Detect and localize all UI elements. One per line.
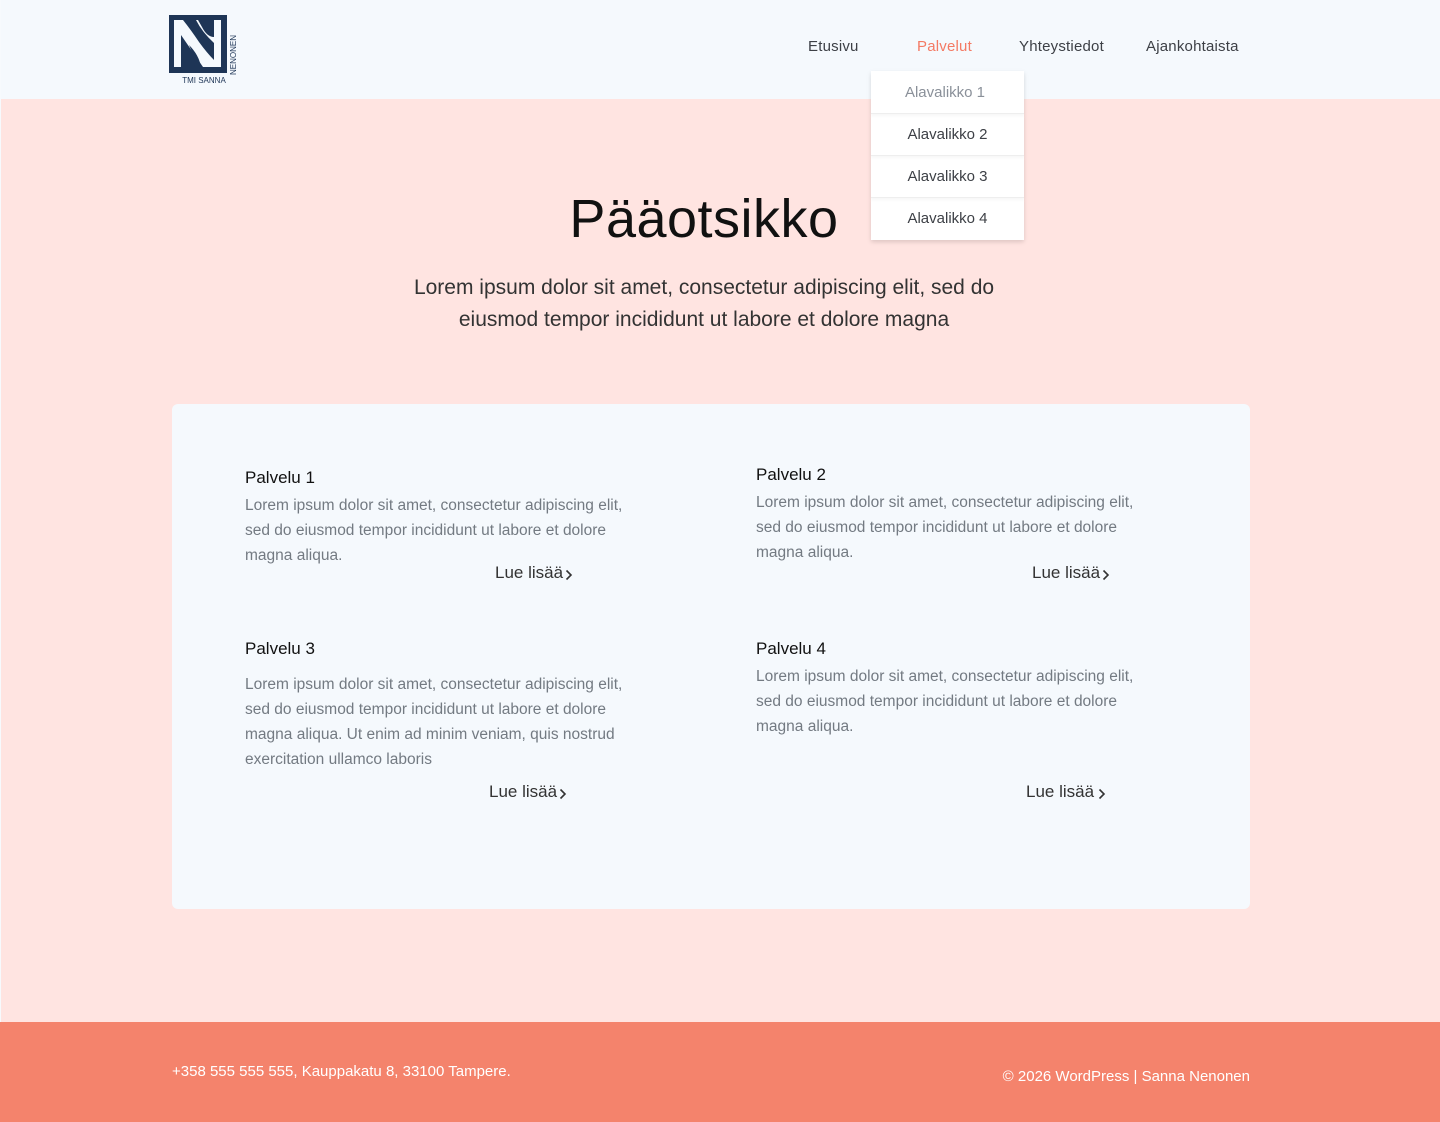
dropdown-item-alavalikko-1[interactable]: Alavalikko 1 [871,71,1024,114]
chevron-right-icon [559,788,567,800]
read-more-link-3[interactable] [489,782,567,802]
hero-subtitle: Lorem ipsum dolor sit amet, consectetur adipiscing elit, sed do eiusmod tempor incididunt ut labore et dolore magna [413,276,995,331]
nav-item-palvelut[interactable]: Palvelut [917,38,972,55]
service-item-2 [756,465,1151,565]
service-title: Palvelu 1 [245,468,315,487]
page-edge [0,0,1,1022]
nav-item-etusivu[interactable]: Etusivu [808,38,859,55]
service-item-4 [756,639,1151,739]
service-text: Lorem ipsum dolor sit amet, consectetur adipiscing elit, sed do eiusmod tempor incididunt ut labore et dolore magna aliqua. [756,494,1134,561]
nav-item-yhteystiedot[interactable]: Yhteystiedot [1019,38,1104,55]
service-text: Lorem ipsum dolor sit amet, consectetur adipiscing elit, sed do eiusmod tempor incididunt ut labore et dolore magna aliqua. [756,668,1134,735]
services-card [172,404,1250,909]
read-more-label: Lue lisää [1026,782,1095,801]
read-more-link-2[interactable] [1032,563,1110,583]
dropdown-item-alavalikko-3[interactable]: Alavalikko 3 [871,156,1024,198]
main-nav [0,38,1440,60]
svg-text:NENONEN: NENONEN [229,34,238,75]
service-item-1 [245,468,635,568]
read-more-label: Lue lisää [495,563,564,582]
service-item-3 [245,639,635,772]
read-more-label: Lue lisää [1032,563,1101,582]
service-title: Palvelu 2 [756,465,826,484]
palvelut-dropdown-menu [871,71,1024,240]
footer-copyright: © 2026 WordPress | Sanna Nenonen [1002,1068,1250,1085]
svg-text:TMI SANNA: TMI SANNA [182,76,226,85]
read-more-link-1[interactable] [495,563,573,583]
service-text: Lorem ipsum dolor sit amet, consectetur adipiscing elit, sed do eiusmod tempor incididunt ut labore et dolore magna aliqua. Ut enim ad minim veniam, quis nostrud exercitation ullamco laboris [245,676,623,768]
read-more-label: Lue lisää [489,782,558,801]
service-title: Palvelu 3 [245,639,315,658]
chevron-right-icon [565,569,573,581]
dropdown-item-alavalikko-2[interactable]: Alavalikko 2 [871,114,1024,156]
chevron-right-icon [1102,569,1110,581]
dropdown-item-alavalikko-4[interactable]: Alavalikko 4 [871,198,1024,240]
footer-contact-info: +358 555 555 555, Kauppakatu 8, 33100 Tampere. [172,1063,511,1080]
service-text: Lorem ipsum dolor sit amet, consectetur adipiscing elit, sed do eiusmod tempor incididunt ut labore et dolore magna aliqua. [245,497,623,564]
chevron-right-icon [1096,788,1106,800]
site-footer [0,1022,1440,1122]
read-more-link-4[interactable] [1026,782,1106,802]
service-title: Palvelu 4 [756,639,826,658]
site-header [0,0,1440,99]
nav-item-ajankohtaista[interactable]: Ajankohtaista [1146,38,1239,55]
page-title: Pääotsikko [569,189,839,249]
